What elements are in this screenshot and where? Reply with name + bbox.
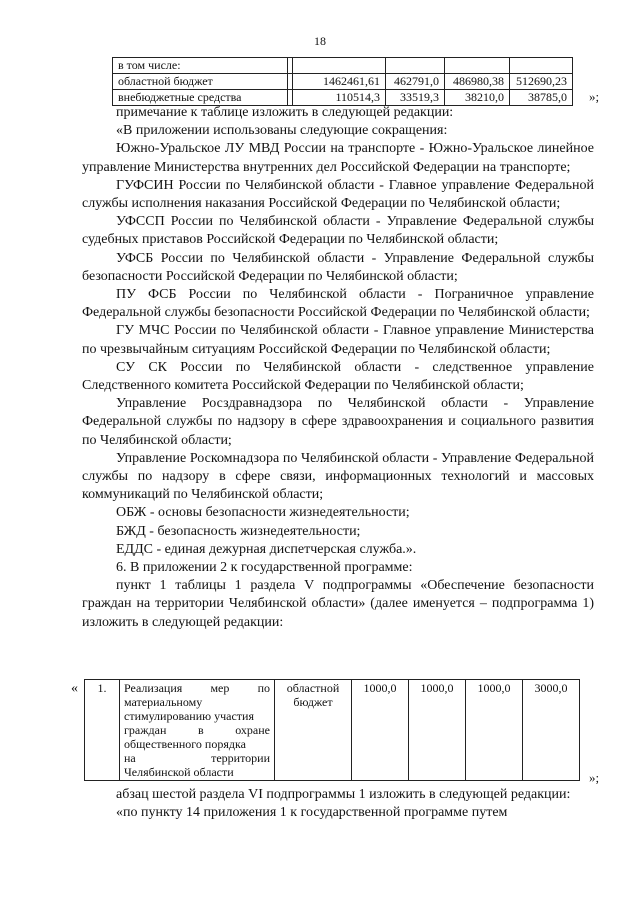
table-cell: 1000,0 — [352, 680, 409, 781]
table-cell — [510, 58, 573, 74]
table-cell: 512690,23 — [510, 74, 573, 90]
table-closing-quote: »; — [589, 770, 600, 785]
table-cell: 1000,0 — [409, 680, 466, 781]
paragraph: БЖД - безопасность жизнедеятельности; — [116, 523, 361, 539]
paragraph: СУ СК России по Челябинской области - следственное управление Следственного комитета Российской Федерации по Челябинской области; — [82, 359, 594, 394]
paragraph: Управление Росздравнадзора по Челябинской области - Управление Федеральной службы по надзору в сфере здравоохранения и социального развития по Челябинской области; — [82, 396, 594, 448]
table-cell — [293, 58, 386, 74]
document-body-continued — [82, 786, 594, 822]
table-cell — [445, 58, 510, 74]
table-cell-label: в том числе: — [113, 58, 288, 74]
paragraph: ОБЖ - основы безопасности жизнедеятельности; — [116, 505, 410, 521]
measure-description: Реализация мер по материальному стимулированию участия граждан в охране общественного порядка на территории Челябинской области — [120, 680, 275, 781]
paragraph: абзац шестой раздела VI подпрограммы 1 изложить в следующей редакции: — [116, 787, 571, 802]
table-closing-quote: »; — [589, 89, 600, 104]
paragraph: «по пункту 14 приложения 1 к государственной программе путем — [116, 805, 508, 821]
table-cell: 33519,3 — [386, 90, 445, 106]
paragraph: «В приложении использованы следующие сокращения: — [116, 123, 448, 139]
table-cell: 1000,0 — [466, 680, 523, 781]
table-cell: 38210,0 — [445, 90, 510, 106]
paragraph: ГУФСИН России по Челябинской области - Главное управление Федеральной службы исполнения наказания Российской Федерации по Челябинской области; — [82, 177, 594, 212]
paragraph: 6. В приложении 2 к государственной программе: — [116, 560, 413, 576]
paragraph: ПУ ФСБ России по Челябинской области - Пограничное управление Федеральной службы безопасности Российской Федерации по Челябинской области; — [82, 287, 594, 321]
table-cell: 486980,38 — [445, 74, 510, 90]
document-body — [82, 104, 594, 632]
paragraph: ГУ МЧС России по Челябинской области - Главное управление Министерства по чрезвычайным ситуациям Российской Федерации по Челябинской области; — [82, 323, 594, 357]
row-number: 1. — [85, 680, 120, 781]
table-row — [85, 680, 580, 781]
page-number: 18 — [314, 34, 326, 48]
table-cell: 110514,3 — [293, 90, 386, 106]
paragraph: пункт 1 таблицы 1 раздела V подпрограммы «Обеспечение безопасности граждан на территории Челябинской области» (далее именуется – подпрограмма 1) изложить в следующей редакции: — [82, 578, 594, 630]
paragraph: Управление Роскомнадзора по Челябинской области - Управление Федеральной службы по надзору в сфере связи, информационных технологий и массовых коммуникаций по Челябинской области; — [82, 450, 594, 503]
funding-source: областной бюджет — [275, 680, 352, 781]
paragraph: Южно-Уральское ЛУ МВД России на транспорте - Южно-Уральское линейное управление Министерства внутренних дел Российской Федерации на транспорте; — [82, 141, 594, 175]
budget-table — [112, 57, 573, 106]
table-cell: 38785,0 — [510, 90, 573, 106]
table-cell-label: областной бюджет — [113, 74, 288, 90]
paragraph: примечание к таблице изложить в следующей редакции: — [116, 105, 454, 120]
table-cell — [386, 58, 445, 74]
paragraph: УФСБ России по Челябинской области - Управление Федеральной службы безопасности Российской Федерации по Челябинской области; — [82, 250, 594, 284]
paragraph: УФССП России по Челябинской области - Управление Федеральной службы судебных приставов Российской Федерации по Челябинской области; — [82, 214, 594, 248]
table-cell: 1462461,61 — [293, 74, 386, 90]
paragraph: ЕДДС - единая дежурная диспетчерская служба.». — [116, 541, 417, 557]
table-row — [113, 74, 573, 90]
table-cell-label: внебюджетные средства — [113, 90, 288, 106]
table-row — [113, 58, 573, 74]
measure-table — [84, 679, 580, 781]
table-cell: 3000,0 — [523, 680, 580, 781]
table-opening-quote: « — [71, 681, 78, 696]
table-cell: 462791,0 — [386, 74, 445, 90]
